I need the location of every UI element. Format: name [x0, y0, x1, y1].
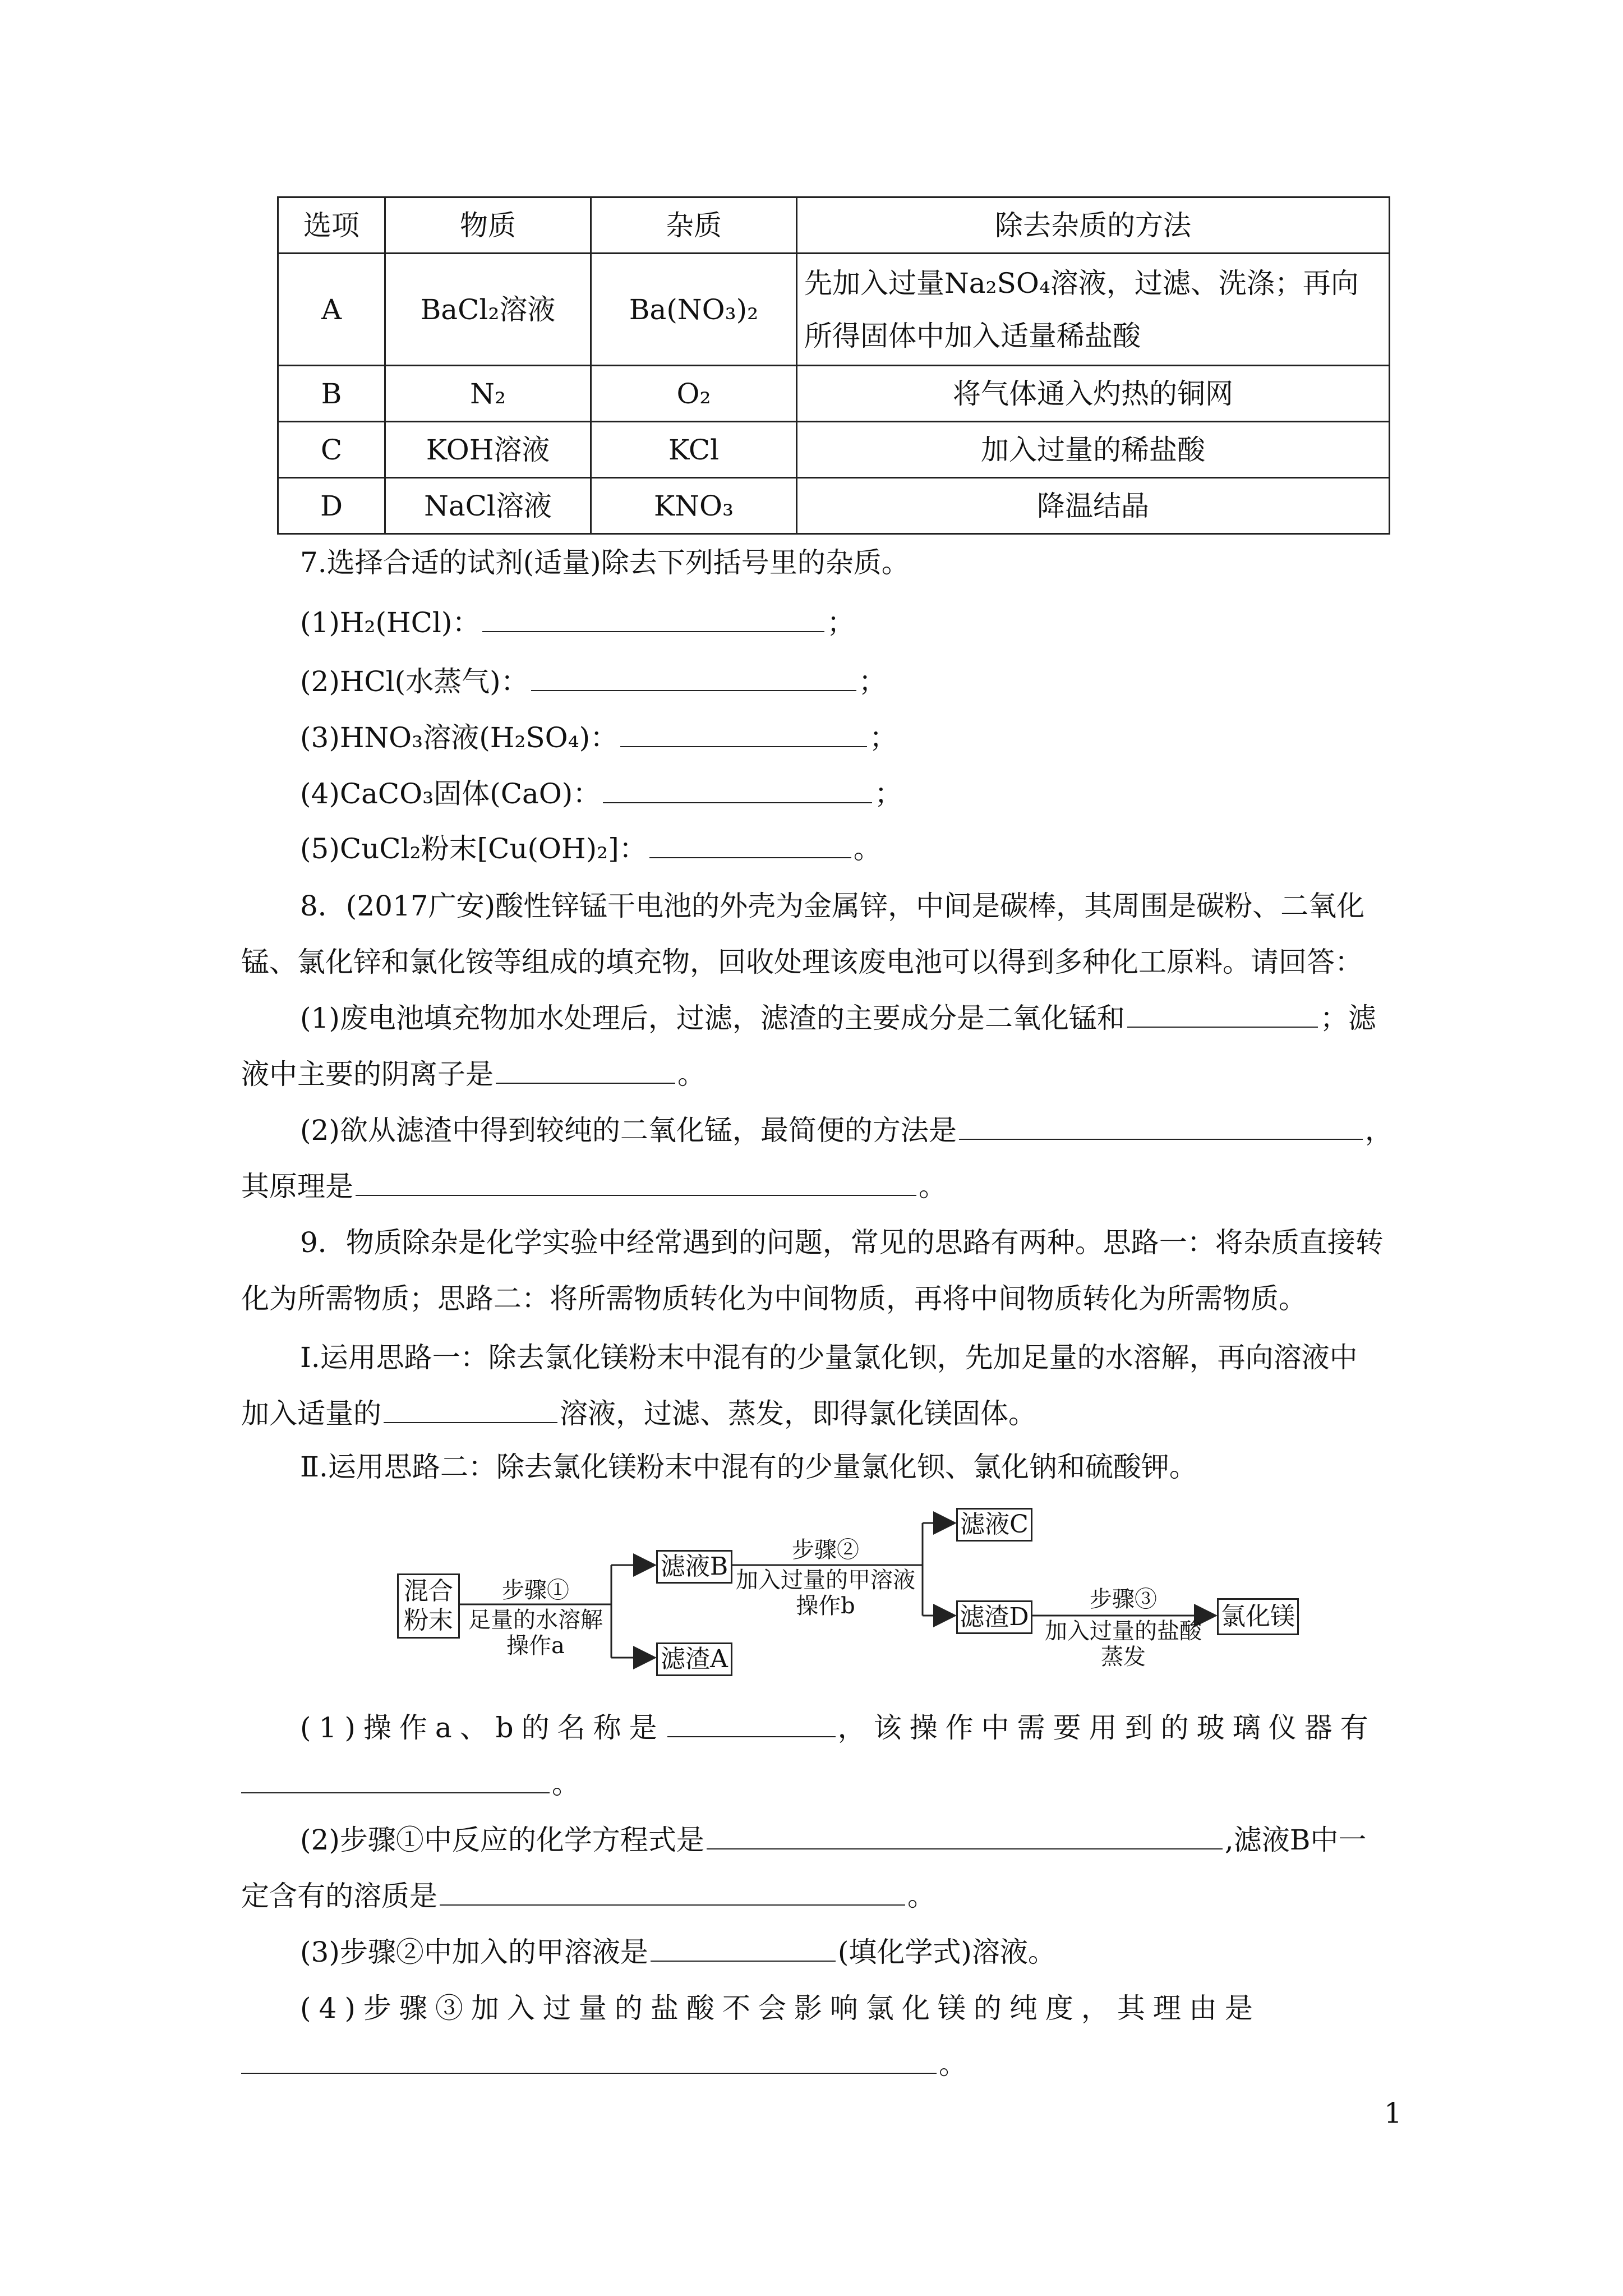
cell-impurity: KNO₃: [591, 478, 797, 534]
box-mixed-powder: 混合粉末: [397, 1573, 460, 1639]
answer-blank[interactable]: [707, 1820, 1223, 1849]
step2-reagent: 加入过量的甲溶液: [736, 1567, 915, 1593]
page-number: 1: [1384, 2097, 1402, 2129]
q8-stem-line: 8．(2017广安)酸性锌锰干电池的外壳为金属锌，中间是碳棒，其周围是碳粉、二氧化: [300, 890, 1365, 922]
q7-item-label: (3)HNO₃溶液(H₂SO₄)：: [300, 721, 619, 754]
answer-blank[interactable]: [667, 1708, 836, 1737]
q7-item-end: ；: [858, 665, 887, 698]
step1-operation: 操作a: [506, 1633, 565, 1659]
q7-item-label: (2)HCl(水蒸气)：: [300, 665, 529, 698]
q9-text: 。: [939, 2048, 967, 2081]
q7-item: [300, 603, 855, 642]
q9-s4: [300, 1989, 1261, 2028]
answer-blank[interactable]: [649, 829, 851, 858]
q9-s2-cont: [241, 1876, 935, 1916]
answer-blank[interactable]: [356, 1167, 916, 1196]
q8-part1-cont: [241, 1055, 706, 1094]
q8-text: 液中主要的阴离子是: [241, 1058, 494, 1091]
header-substance: 物质: [385, 197, 591, 254]
table-header-row: [278, 197, 1390, 254]
q9-s3: [300, 1932, 1056, 1972]
q7-item: [300, 718, 897, 757]
step3-operation: 蒸发: [1101, 1644, 1146, 1670]
q9-s1-cont: [241, 1764, 580, 1803]
answer-blank[interactable]: [1127, 999, 1318, 1028]
q8-text: (1)废电池填充物加水处理后，过滤，滤渣的主要成分是二氧化锰和: [300, 1002, 1125, 1034]
box-filtrate-b: 滤液B: [656, 1550, 732, 1584]
step3-reagent: 加入过量的盐酸: [1045, 1618, 1202, 1644]
step3-label: 步骤③: [1090, 1586, 1157, 1612]
answer-blank[interactable]: [620, 718, 867, 747]
answer-blank[interactable]: [482, 603, 824, 632]
cell-option: D: [278, 478, 385, 534]
q9-text: 加入适量的: [241, 1397, 381, 1430]
q8-text: ；滤: [1320, 1002, 1376, 1034]
options-table: [277, 196, 1390, 535]
box-magnesium-chloride: 氯化镁: [1217, 1598, 1299, 1635]
step1-reagent: 足量的水溶解: [468, 1607, 603, 1633]
q9-s1: [300, 1708, 1376, 1747]
header-impurity: 杂质: [591, 197, 797, 254]
q9-text: (填化学式)溶液。: [837, 1936, 1056, 1968]
q9-text: (3)步骤②中加入的甲溶液是: [300, 1936, 648, 1968]
answer-blank[interactable]: [531, 662, 856, 691]
cell-method: [797, 254, 1390, 366]
cell-substance: NaCl溶液: [385, 478, 591, 534]
q9-stem-line: 化为所需物质；思路二：将所需物质转化为中间物质，再将中间物质转化为所需物质。: [241, 1282, 1307, 1315]
q7-item-end: 。: [853, 832, 882, 865]
answer-blank[interactable]: [440, 1876, 905, 1906]
q8-part1: [300, 999, 1376, 1038]
q9-part1-cont: [241, 1394, 1036, 1433]
q7-item-end: ；: [874, 777, 903, 810]
cell-impurity: Ba(NO₃)₂: [591, 254, 797, 366]
answer-blank[interactable]: [959, 1111, 1363, 1140]
cell-method-line: 所得固体中加入适量稀盐酸: [804, 319, 1141, 352]
answer-blank[interactable]: [384, 1394, 557, 1423]
step2-label: 步骤②: [792, 1537, 859, 1563]
cell-impurity: KCl: [591, 422, 797, 478]
cell-option: A: [278, 254, 385, 366]
cell-method: 降温结晶: [797, 478, 1390, 534]
q9-stem-line: 9．物质除杂是化学实验中经常遇到的问题，常见的思路有两种。思路一：将杂质直接转: [300, 1226, 1384, 1259]
step1-label: 步骤①: [502, 1577, 569, 1603]
q9-text: ,滤液B中一: [1224, 1824, 1367, 1856]
box-residue-a: 滤渣A: [656, 1642, 732, 1676]
q7-item: [300, 829, 882, 868]
step2-operation: 操作b: [796, 1593, 855, 1619]
flow-diagram: [393, 1492, 1301, 1677]
header-option: 选项: [278, 197, 385, 254]
q7-item: [300, 662, 887, 701]
answer-blank[interactable]: [651, 1932, 836, 1962]
q9-text: (2)步骤①中反应的化学方程式是: [300, 1824, 704, 1856]
q8-text: (2)欲从滤渣中得到较纯的二氧化锰，最简便的方法是: [300, 1114, 957, 1147]
q9-s4-cont: [241, 2045, 967, 2084]
q9-text: 溶液，过滤、蒸发，即得氯化镁固体。: [560, 1397, 1036, 1430]
header-method: 除去杂质的方法: [797, 197, 1390, 254]
q8-text: 其原理是: [241, 1170, 353, 1203]
q9-text: (1)操作a、b的名称是: [300, 1711, 665, 1744]
cell-method: 加入过量的稀盐酸: [797, 422, 1390, 478]
q9-text: 。: [907, 1880, 935, 1912]
q7-item-label: (1)H₂(HCl)：: [300, 606, 481, 639]
cell-option: B: [278, 366, 385, 422]
table-row: [278, 254, 1390, 366]
answer-blank[interactable]: [241, 2045, 937, 2074]
q9-part1-line: Ⅰ.运用思路一：除去氯化镁粉末中混有的少量氯化钡，先加足量的水溶解，再向溶液中: [300, 1341, 1358, 1374]
q7-item: [300, 774, 902, 813]
box-residue-d: 滤渣D: [956, 1600, 1032, 1634]
q8-part2-cont: [241, 1167, 947, 1206]
q8-text: ，: [1364, 1114, 1393, 1147]
cell-substance: N₂: [385, 366, 591, 422]
cell-substance: KOH溶液: [385, 422, 591, 478]
cell-substance: BaCl₂溶液: [385, 254, 591, 366]
q9-text: ，该操作中需要用到的玻璃仪器有: [837, 1711, 1376, 1744]
q7-stem: 7.选择合适的试剂(适量)除去下列括号里的杂质。: [300, 546, 910, 579]
cell-option: C: [278, 422, 385, 478]
q7-item-label: (5)CuCl₂粉末[Cu(OH)₂]：: [300, 832, 647, 865]
q8-text: 。: [677, 1058, 706, 1091]
q9-part2-line: Ⅱ.运用思路二：除去氯化镁粉末中混有的少量氯化钡、氯化钠和硫酸钾。: [300, 1451, 1197, 1483]
q9-text: 定含有的溶质是: [241, 1880, 437, 1912]
answer-blank[interactable]: [496, 1055, 675, 1084]
answer-blank[interactable]: [603, 774, 872, 803]
cell-method-line: 先加入过量Na₂SO₄溶液，过滤、洗涤；再向: [804, 266, 1359, 300]
box-filtrate-c: 滤液C: [956, 1508, 1032, 1542]
q7-item-end: ；: [869, 721, 898, 754]
cell-impurity: O₂: [591, 366, 797, 422]
q8-part2: [300, 1111, 1393, 1150]
q7-item-end: ；: [827, 606, 855, 639]
table-row: [278, 478, 1390, 534]
cell-method: 将气体通入灼热的铜网: [797, 366, 1390, 422]
q9-s2: [300, 1820, 1366, 1860]
q9-text: (4)步骤③加入过量的盐酸不会影响氯化镁的纯度，其理由是: [300, 1992, 1261, 2024]
table-row: [278, 366, 1390, 422]
q7-item-label: (4)CaCO₃固体(CaO)：: [300, 777, 601, 810]
q8-stem-line: 锰、氯化锌和氯化铵等组成的填充物，回收处理该废电池可以得到多种化工原料。请回答：: [241, 946, 1363, 978]
table-row: [278, 422, 1390, 478]
answer-blank[interactable]: [241, 1764, 550, 1793]
q9-text: 。: [552, 1768, 580, 1800]
q8-text: 。: [919, 1170, 947, 1203]
